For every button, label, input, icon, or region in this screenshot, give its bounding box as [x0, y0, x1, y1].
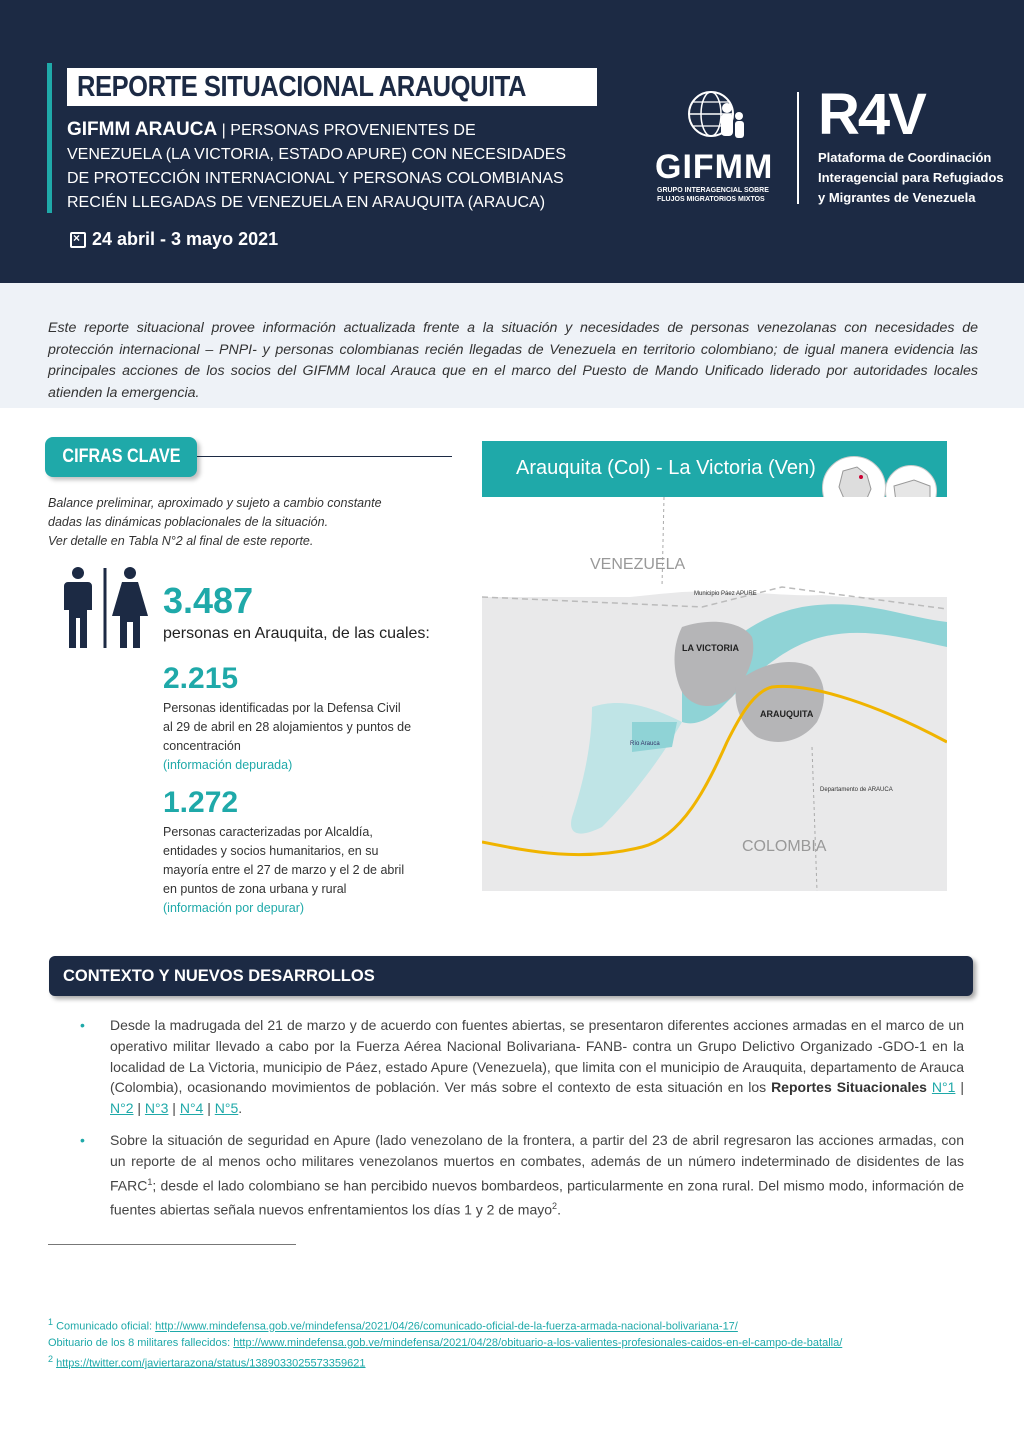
- r4v-tagline-line-3: y Migrantes de Venezuela: [818, 190, 976, 205]
- bullet-1-bold: Reportes Situacionales: [771, 1079, 927, 1096]
- footnote-1b-label: Obituario de los 8 militares fallecidos:: [48, 1336, 234, 1349]
- footnote-1-label: Comunicado oficial:: [56, 1320, 156, 1333]
- bullet-2-text-3: .: [557, 1201, 561, 1218]
- footnote-1b-link[interactable]: http://www.mindefensa.gob.ve/mindefensa/2021/04/28/obituario-a-los-valientes-profesionales-caidos-en-el-campo-de-batalla/: [233, 1336, 843, 1349]
- map-label-colombia: COLOMBIA: [742, 838, 827, 855]
- footnote-1b: [48, 1335, 988, 1351]
- defensa-civil-number: 2.215: [163, 662, 239, 695]
- contexto-bullet-1: • Desde la madrugada del 21 de marzo y de acuerdo con fuentes abiertas, se presentaron diferentes acciones armadas en el marco de un operativo militar llevado a cabo por la Fuerza Aérea Nacional Bolivariana- FANB- contra un Grupo Delictivo Organizado -GDO-1 en la localidad de La Victoria, municipio de Páez, estado Apure (Venezuela), que limita con el municipio de Arauquita, departamento de Arauca (Colombia), ocasionando movimientos de población. Ver más sobre el contexto de esta situación en los Reportes Situacionales N°1 | N°2 | N°3 | N°4 | N°5.: [80, 1015, 964, 1119]
- map-label-arauquita: ARAUQUITA: [760, 709, 814, 719]
- subtitle-separator: |: [217, 122, 231, 139]
- gifmm-tagline: GRUPO INTERAGENCIAL SOBRE FLUJOS MIGRATORIOS MIXTOS: [657, 187, 769, 203]
- footnote-1-link[interactable]: http://www.mindefensa.gob.ve/mindefensa/2021/04/26/comunicado-oficial-de-la-fuerza-armada-nacional-bolivariana-17/: [155, 1320, 738, 1333]
- cifras-note-line-1: Balance preliminar, aproximado y sujeto a cambio constante: [48, 496, 382, 510]
- calendar-icon: [70, 232, 86, 248]
- footnote-1-number: 1: [48, 1317, 54, 1327]
- r4v-logo: [818, 84, 1004, 208]
- defensa-civil-desc-text: Personas identificadas por la Defensa Civil al 29 de abril en 28 alojamientos y puntos de concentración: [163, 701, 412, 753]
- defensa-civil-note: (información depurada): [163, 758, 293, 772]
- contexto-title: CONTEXTO Y NUEVOS DESARROLLOS: [63, 967, 375, 985]
- contexto-bullet-2: [80, 1130, 964, 1221]
- reporte-link-3[interactable]: N°3: [144, 1100, 169, 1117]
- globe-people-icon: [683, 88, 747, 146]
- subtitle-text: PERSONAS PROVENIENTES DE VENEZUELA (LA VICTORIA, ESTADO APURE) CON NECESIDADES DE PROTECCIÓN INTERNACIONAL Y PERSONAS COLOMBIANAS RECIÉN LLEGADAS DE VENEZUELA EN ARAUQUITA (ARAUCA): [67, 122, 567, 211]
- map-label-rio: Río Arauca: [630, 741, 660, 747]
- footnote-ref-2: 2: [552, 1201, 558, 1212]
- defensa-civil-desc: [163, 699, 413, 775]
- report-title-box: [67, 68, 597, 106]
- map-title: Arauquita (Col) - La Victoria (Ven): [516, 457, 816, 479]
- alcaldia-desc-text: Personas caracterizadas por Alcaldía, entidades y socios humanitarios, en su mayoría entre el 27 de marzo y el 2 de abril en puntos de zona urbana y rural: [163, 825, 405, 896]
- date-text: 24 abril - 3 mayo 2021: [92, 229, 279, 249]
- cifras-clave-tab: [45, 437, 197, 477]
- alcaldia-number: 1.272: [163, 786, 239, 819]
- alcaldia-note: (información por depurar): [163, 901, 305, 915]
- total-people-number: 3.487: [163, 580, 254, 621]
- accent-bar: [47, 63, 52, 213]
- r4v-tagline: [818, 148, 1004, 208]
- logo-divider: [797, 92, 799, 204]
- intro-section: [0, 283, 1024, 408]
- footnotes: [48, 1314, 988, 1371]
- footnote-2-link[interactable]: https://twitter.com/javiertarazona/status/1389033025573359621: [56, 1357, 366, 1370]
- reporte-link-5[interactable]: N°5: [214, 1100, 239, 1117]
- total-people-label: personas en Arauquita, de las cuales:: [163, 625, 430, 642]
- intro-text: Este reporte situacional provee información actualizada frente a la situación y necesidades de personas venezolanas con necesidades de protección internacional – PNPI- y personas colombianas recién llegadas de Venezuela en territorio colombiano; de igual manera evidencia las principales acciones de los socios del GIFMM local Arauca que en el marco del Puesto de Mando Unificado liderado por autoridades locales atienden la emergencia.: [48, 320, 978, 401]
- cifras-note-line-2: dadas las dinámicas poblacionales de la situación.: [48, 515, 329, 529]
- map-label-arauca: Departamento de ARAUCA: [820, 787, 893, 793]
- gifmm-wordmark: GIFMM: [655, 148, 774, 186]
- contexto-header: [49, 956, 973, 996]
- bullet-2-text-1: Sobre la situación de seguridad en Apure (lado venezolano de la frontera, a partir del 23 de abril regresaron las acciones armadas, con un reporte de al menos ocho militares venezolanos muertos en combates, además de un número indeterminado de disidentes de las FARC: [110, 1131, 964, 1194]
- r4v-wordmark: R4V: [818, 82, 925, 147]
- footnote-1: [48, 1314, 988, 1335]
- footnote-ref-1: 1: [147, 1176, 153, 1187]
- cifras-note-line-3: Ver detalle en Tabla N°2 al final de este reporte.: [48, 534, 314, 548]
- footnote-2-number: 2: [48, 1353, 54, 1364]
- reporte-link-1[interactable]: N°1: [931, 1079, 956, 1096]
- reporte-link-4[interactable]: N°4: [179, 1100, 204, 1117]
- map-label-apure: Municipio Páez APURE: [694, 591, 757, 597]
- report-header: [0, 0, 1024, 283]
- report-title: REPORTE SITUACIONAL ARAUQUITA: [77, 70, 526, 103]
- report-subtitle: [67, 118, 567, 215]
- r4v-tagline-line-1: Plataforma de Coordinación: [818, 150, 992, 165]
- alcaldia-desc: [163, 823, 413, 918]
- footnote-2: [48, 1351, 988, 1372]
- gifmm-logo: [655, 88, 783, 208]
- map-label-venezuela: VENEZUELA: [590, 556, 686, 573]
- bullet-1-text: Desde la madrugada del 21 de marzo y de acuerdo con fuentes abiertas, se presentaron diferentes acciones armadas en el marco de un operativo militar llevado a cabo por la Fuerza Aérea Nacional Bolivariana- FANB- contra un Grupo Delictivo Organizado -GDO-1 en la localidad de La Victoria, municipio de Páez, estado Apure (Venezuela), que limita con el municipio de Arauquita, departamento de Arauca (Colombia), ocasionando movimientos de población. Ver más sobre el contexto de esta situación en los: [110, 1017, 964, 1096]
- report-date: [70, 229, 278, 250]
- bullet-2-text-2: ; desde el lado colombiano se han percibido nuevos bombardeos, particularmente en zona rural. Del mismo modo, información de fuentes abiertas señala nuevos enfrentamientos los días 1 y 2 de mayo: [110, 1177, 964, 1218]
- reporte-link-2[interactable]: N°2: [110, 1100, 134, 1117]
- map-label-la-victoria: LA VICTORIA: [682, 643, 740, 653]
- footnote-divider: [48, 1244, 296, 1245]
- cifras-note: [48, 494, 448, 551]
- cifras-divider: [197, 456, 452, 457]
- people-icon: [58, 566, 152, 648]
- contexto-bullets: [80, 1015, 964, 1231]
- r4v-tagline-line-2: Interagencial para Refugiados: [818, 170, 1004, 185]
- subtitle-org: GIFMM ARAUCA: [67, 119, 218, 140]
- location-map: [482, 497, 947, 891]
- cifras-clave-label: CIFRAS CLAVE: [61, 446, 181, 467]
